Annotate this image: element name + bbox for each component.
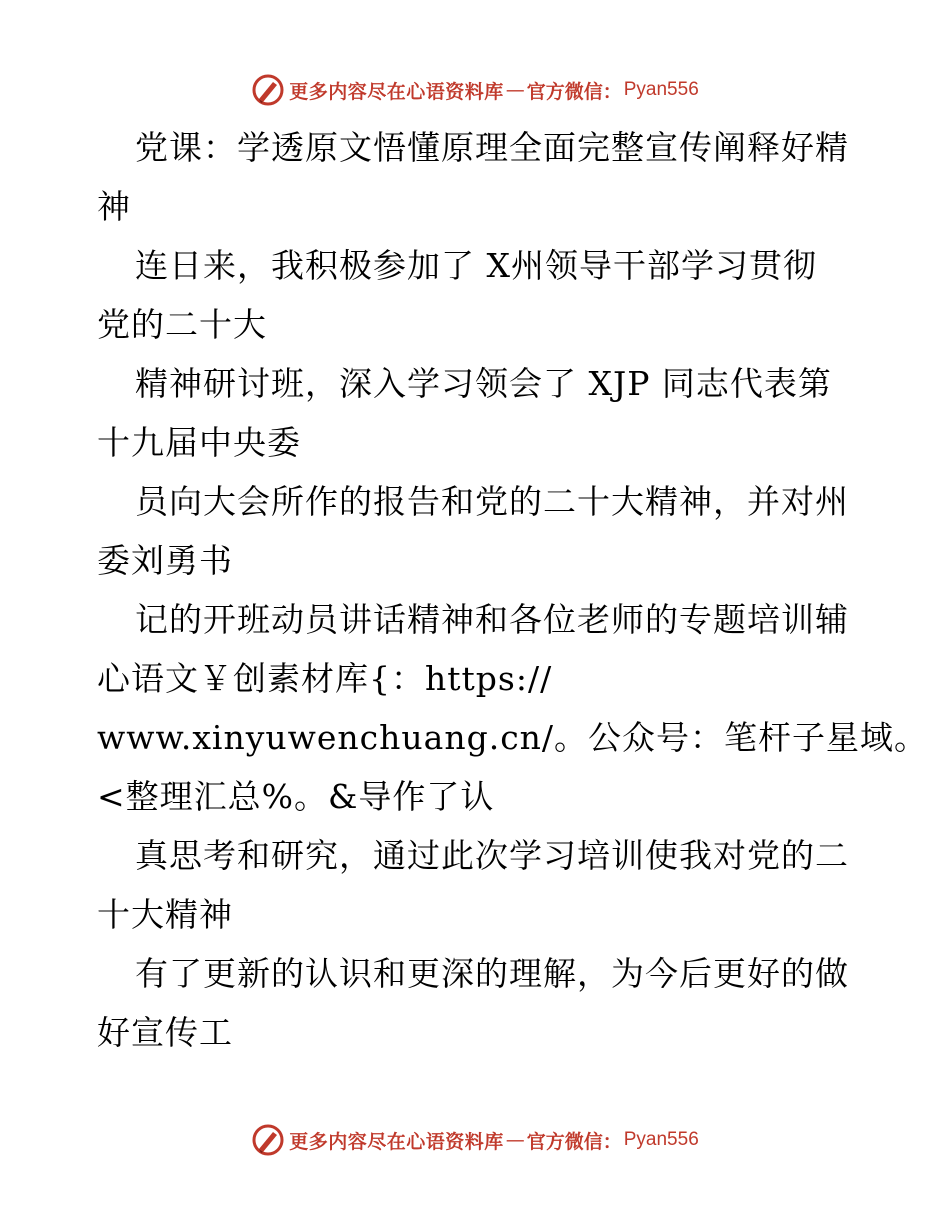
text-line: 十九届中央委 (97, 423, 301, 462)
document-body (97, 118, 929, 1062)
banner-text: 更多内容尽在心语资料库 (289, 80, 504, 103)
pen-logo-icon (251, 73, 285, 107)
text-line: 委刘勇书 (97, 541, 233, 580)
banner-wechat-id: Pyan556 (623, 1129, 699, 1150)
text-line: 十大精神 (97, 895, 233, 934)
text-line: 党课：学透原文悟懂原理全面完整宣传阐释好精 (135, 128, 849, 167)
text-line: 员向大会所作的报告和党的二十大精神，并对州 (135, 482, 849, 521)
banner-label: 官方微信： (526, 80, 622, 103)
text-line: <整理汇总%。&导作了认 (97, 777, 495, 816)
text-line: 党的二十大 (97, 305, 267, 344)
text-line: www.xinyuwenchuang.cn/。公众号：笔杆子星域。 (97, 718, 929, 757)
text-line: 有了更新的认识和更深的理解，为今后更好的做 (135, 954, 849, 993)
banner-text: 更多内容尽在心语资料库 (289, 1130, 504, 1153)
text-line: 精神研讨班，深入学习领会了 XJP 同志代表第 (135, 364, 832, 403)
banner-wechat-id: Pyan556 (623, 79, 699, 100)
footer-watermark-banner (0, 1120, 950, 1160)
text-line: 心语文￥创素材库{：https:// (97, 659, 553, 698)
banner-separator: — (505, 1129, 525, 1151)
text-line: 连日来，我积极参加了 X州领导干部学习贯彻 (135, 246, 817, 285)
header-watermark-banner (0, 70, 950, 110)
text-line: 记的开班动员讲话精神和各位老师的专题培训辅 (135, 600, 849, 639)
text-line: 好宣传工 (97, 1013, 233, 1052)
pen-logo-icon (251, 1123, 285, 1157)
text-line: 真思考和研究，通过此次学习培训使我对党的二 (135, 836, 849, 875)
banner-label: 官方微信： (526, 1130, 622, 1153)
text-line: 神 (97, 187, 131, 226)
banner-separator: — (505, 79, 525, 101)
